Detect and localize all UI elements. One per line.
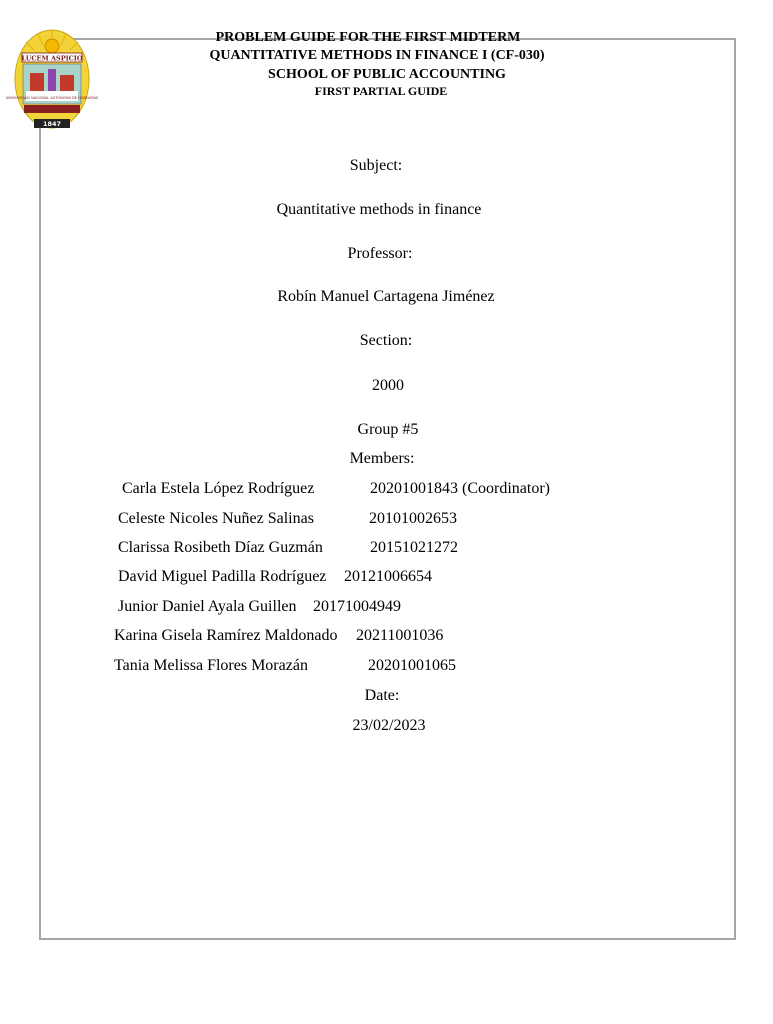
member-name: Junior Daniel Ayala Guillen bbox=[118, 598, 297, 615]
subject-label: Subject: bbox=[349, 157, 403, 174]
group-label: Group #5 bbox=[357, 421, 419, 438]
header-guide: FIRST PARTIAL GUIDE bbox=[314, 84, 448, 98]
member-name: Carla Estela López Rodríguez bbox=[122, 480, 315, 497]
member-name: Celeste Nicoles Nuñez Salinas bbox=[118, 510, 314, 527]
professor-value: Robín Manuel Cartagena Jiménez bbox=[277, 288, 495, 305]
seal-year: 1847 bbox=[42, 120, 62, 128]
member-name: Karina Gisela Ramírez Maldonado bbox=[114, 627, 338, 644]
member-id: 20201001065 bbox=[368, 657, 456, 674]
header-title: PROBLEM GUIDE FOR THE FIRST MIDTERM bbox=[215, 30, 521, 45]
date-label: Date: bbox=[364, 687, 400, 704]
member-name: David Miguel Padilla Rodríguez bbox=[118, 568, 327, 585]
member-id: 20171004949 bbox=[313, 598, 401, 615]
section-label: Section: bbox=[359, 332, 413, 349]
member-name: Clarissa Rosibeth Díaz Guzmán bbox=[118, 539, 323, 556]
member-id: 20121006654 bbox=[344, 568, 432, 585]
member-id: 20211001036 bbox=[356, 627, 444, 644]
members-label: Members: bbox=[349, 450, 415, 467]
section-value: 2000 bbox=[372, 377, 404, 394]
subject-value: Quantitative methods in finance bbox=[276, 201, 482, 218]
member-name: Tania Melissa Flores Morazán bbox=[114, 657, 308, 674]
seal-university-text: UNIVERSIDAD NACIONAL AUTONOMA DE HONDURAS bbox=[5, 96, 99, 100]
member-id: 20101002653 bbox=[369, 510, 457, 527]
header-course: QUANTITATIVE METHODS IN FINANCE I (CF-030) bbox=[209, 48, 545, 63]
professor-label: Professor: bbox=[347, 245, 413, 262]
member-id: 20201001843 (Coordinator) bbox=[370, 480, 550, 497]
date-value: 23/02/2023 bbox=[352, 717, 426, 734]
seal-motto: LUCEM ASPICIO bbox=[21, 54, 83, 63]
member-id: 20151021272 bbox=[370, 539, 458, 556]
header-school: SCHOOL OF PUBLIC ACCOUNTING bbox=[268, 67, 506, 82]
